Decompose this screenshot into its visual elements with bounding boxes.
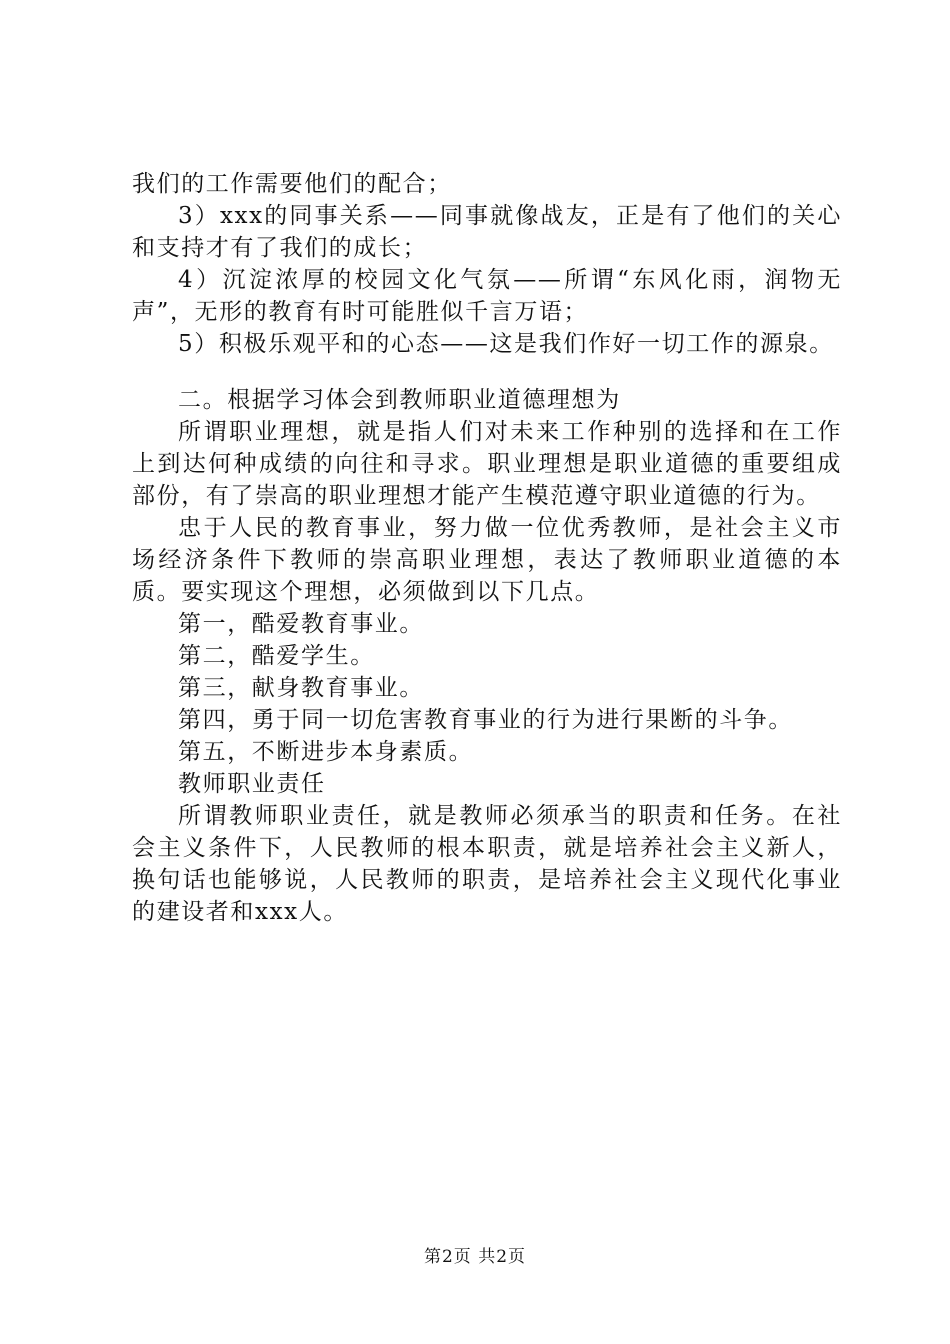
paragraph-responsibility: 所谓教师职业责任，就是教师必须承当的职责和任务。在社会主义条件下，人民教师的根本职责，就是培养社会主义新人，换句话也能够说，人民教师的职责，是培养社会主义现代化事业的建设者和xxx人。 [132,803,842,925]
section-heading: 二。根据学习体会到教师职业道德理想为 [178,387,621,413]
page-footer: 第2页 共2页 [423,1247,527,1267]
paragraph-item-4: 4）沉淀浓厚的校园文化气氛——所谓“东风化雨，润物无声”，无形的教育有时可能胜似千言万语； [132,267,842,325]
paragraph-career-ideal: 所谓职业理想，就是指人们对未来工作种别的选择和在工作上到达何种成绩的向往和寻求。职业理想是职业道德的重要组成部份，有了崇高的职业理想才能产生模范遵守职业道德的行为。 [132,419,842,509]
section-gap [132,360,842,384]
paragraph-item-3: 3）xxx的同事关系——同事就像战友，正是有了他们的关心和支持才有了我们的成长； [132,203,842,261]
paragraph-loyalty: 忠于人民的教育事业，努力做一位优秀教师，是社会主义市场经济条件下教师的崇高职业理想，表达了教师职业道德的本质。要实现这个理想，必须做到以下几点。 [132,515,842,605]
list-item-third: 第三，献身教育事业。 [178,675,424,701]
document-body [132,168,842,928]
list-item-fifth: 第五，不断进步本身素质。 [178,739,474,765]
subheading-responsibility: 教师职业责任 [178,771,326,797]
list-item-first: 第一，酷爱教育事业。 [178,611,424,637]
list-item-fourth: 第四，勇于同一切危害教育事业的行为进行果断的斗争。 [178,707,793,733]
list-item-second: 第二，酷爱学生。 [178,643,375,669]
paragraph-continuation: 我们的工作需要他们的配合； [132,171,452,197]
paragraph-item-5: 5）积极乐观平和的心态——这是我们作好一切工作的源泉。 [178,331,834,357]
